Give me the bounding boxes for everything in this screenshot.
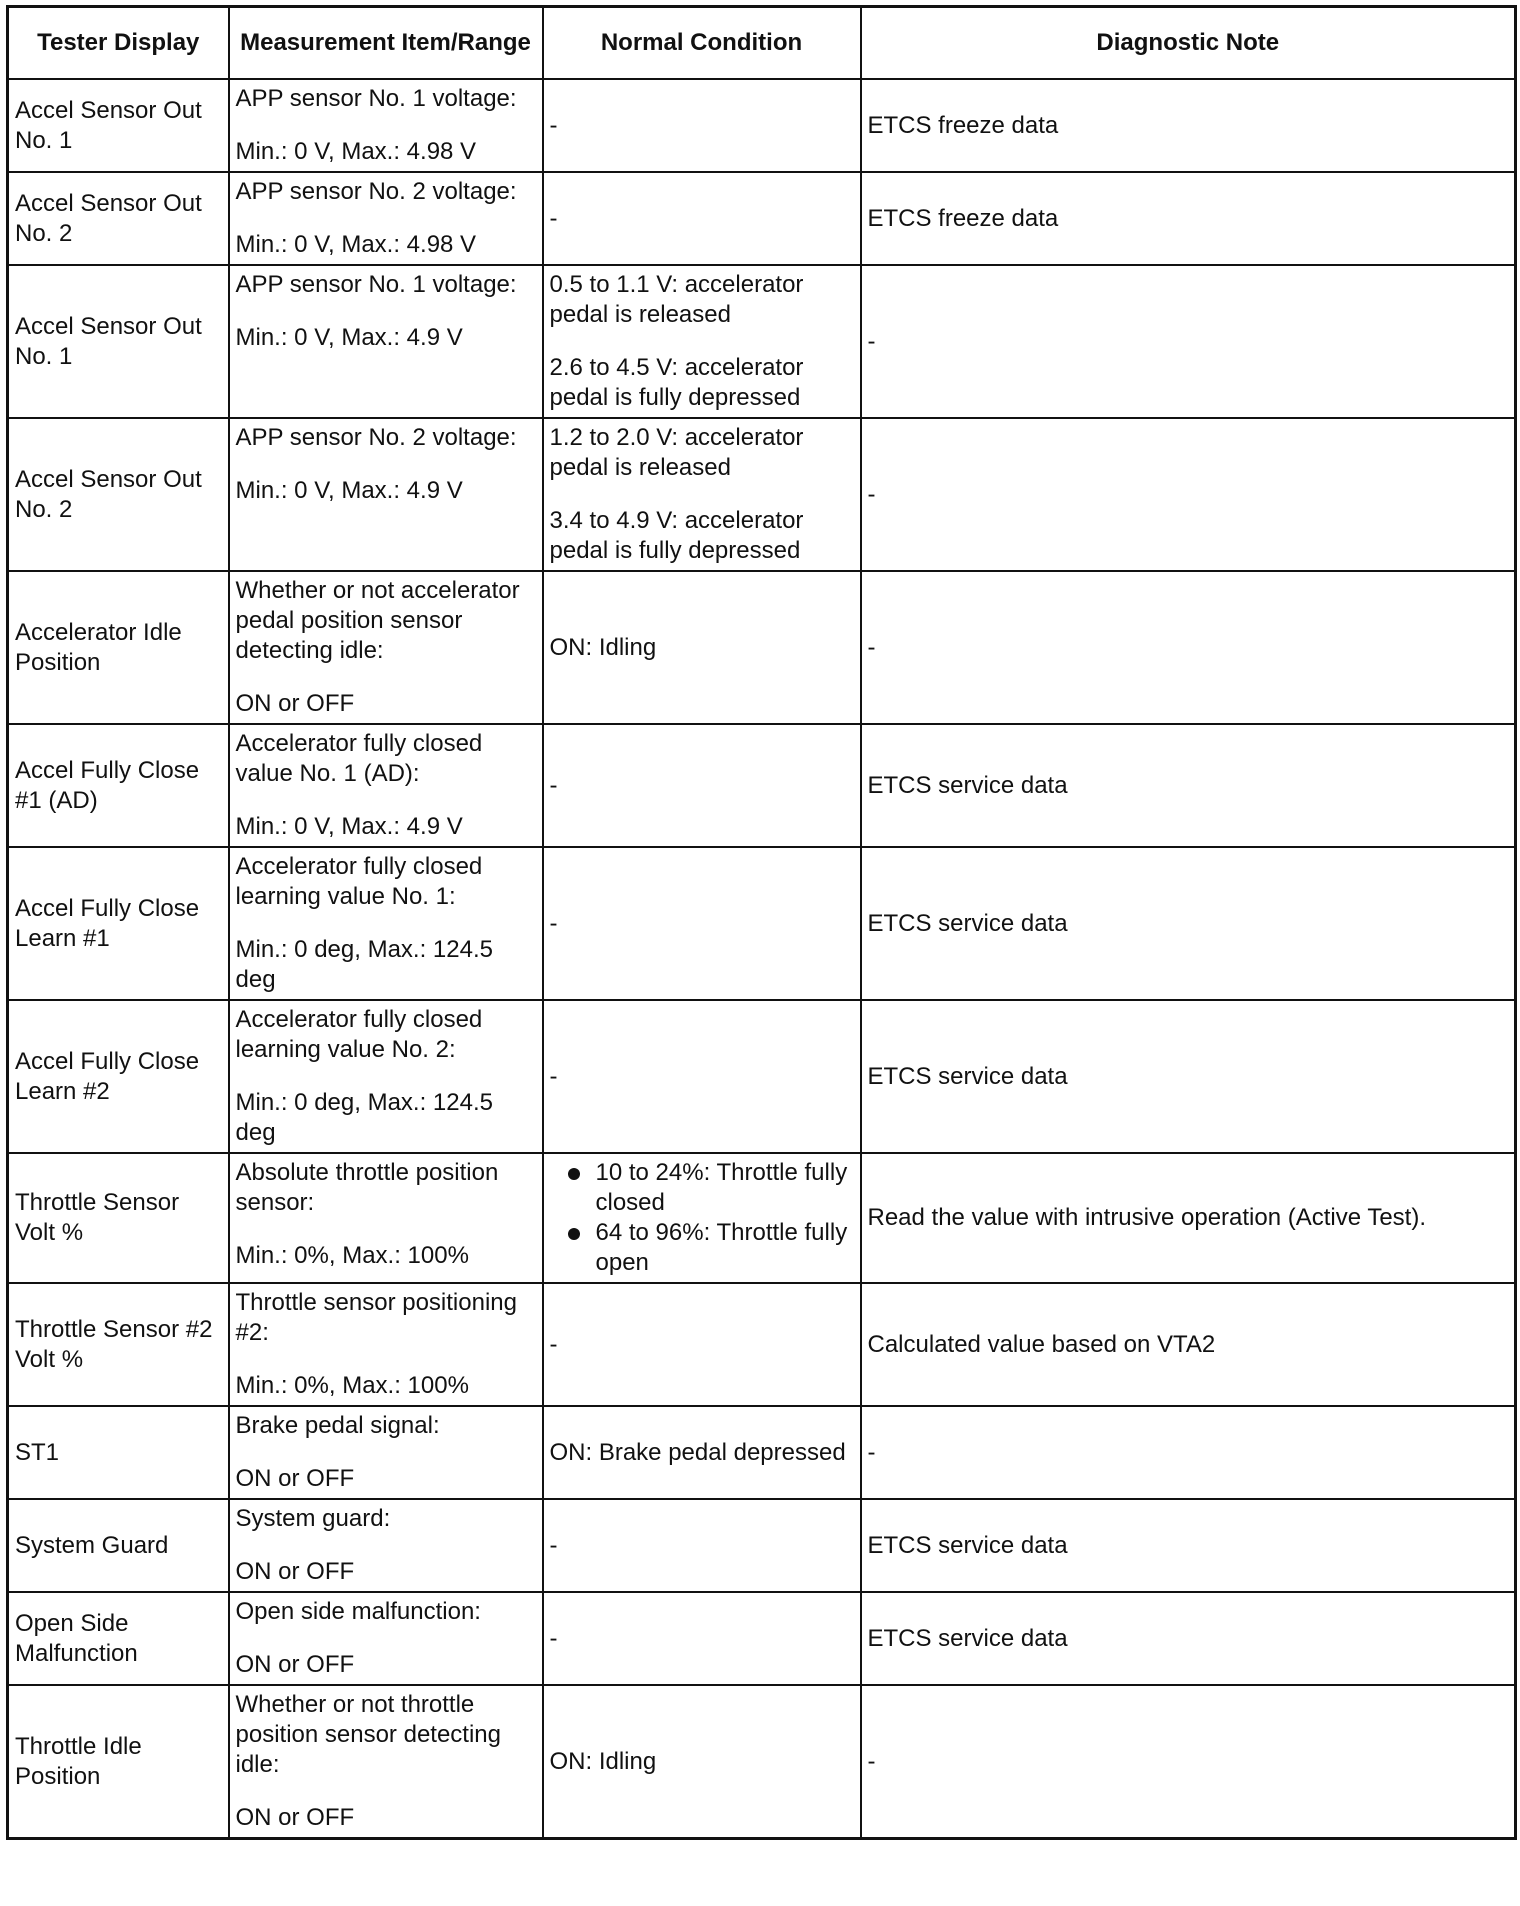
normal-condition-line: 2.6 to 4.5 V: accelerator pedal is fully depressed: [549, 354, 804, 411]
cell-diagnostic-note: Calculated value based on VTA2: [861, 1283, 1516, 1406]
normal-condition-line: ON: Brake pedal depressed: [549, 1438, 846, 1466]
measurement-line: APP sensor No. 1 voltage:: [235, 85, 517, 112]
cell-diagnostic-note: -: [861, 265, 1516, 418]
cell-normal-condition: [543, 847, 861, 1000]
cell-diagnostic-note: ETCS service data: [861, 1499, 1516, 1592]
cell-diagnostic-note: -: [861, 1406, 1516, 1499]
header-diagnostic-note: Diagnostic Note: [861, 7, 1516, 80]
cell-measurement: [229, 79, 543, 172]
cell-tester-display: Accel Fully Close #1 (AD): [8, 724, 229, 847]
bullet-text: 10 to 24%: Throttle fully closed: [595, 1159, 848, 1216]
list-item: [550, 1158, 854, 1218]
cell-diagnostic-note: -: [861, 1685, 1516, 1839]
table-row: [8, 265, 1516, 418]
normal-condition-line: -: [549, 204, 558, 232]
cell-normal-condition: [543, 418, 861, 571]
cell-tester-display: Accel Sensor Out No. 1: [8, 265, 229, 418]
measurement-line: Min.: 0 V, Max.: 4.98 V: [235, 138, 477, 165]
measurement-line: Accelerator fully closed value No. 1 (AD):: [235, 730, 483, 787]
cell-normal-condition: [543, 79, 861, 172]
cell-normal-condition: [543, 265, 861, 418]
normal-condition-list: [550, 1158, 854, 1278]
normal-condition-line: -: [549, 771, 558, 799]
cell-normal-condition: [543, 724, 861, 847]
cell-tester-display: System Guard: [8, 1499, 229, 1592]
cell-measurement: [229, 265, 543, 418]
cell-diagnostic-note: ETCS service data: [861, 847, 1516, 1000]
measurement-line: Min.: 0%, Max.: 100%: [235, 1372, 469, 1399]
measurement-line: Throttle sensor positioning #2:: [235, 1289, 517, 1346]
table-row: [8, 1000, 1516, 1153]
measurement-line: Absolute throttle position sensor:: [235, 1159, 499, 1216]
table-row: [8, 724, 1516, 847]
measurement-line: APP sensor No. 1 voltage:: [235, 271, 517, 298]
list-item: [550, 1218, 854, 1278]
bullet-dot-icon: [568, 1228, 580, 1240]
measurement-line: Min.: 0 V, Max.: 4.98 V: [235, 231, 477, 258]
table-row: [8, 1499, 1516, 1592]
measurement-line: Accelerator fully closed learning value No. 2:: [235, 1006, 483, 1063]
normal-condition-line: 0.5 to 1.1 V: accelerator pedal is released: [549, 271, 804, 328]
cell-diagnostic-note: ETCS freeze data: [861, 172, 1516, 265]
table-row: [8, 172, 1516, 265]
table-body: [8, 79, 1516, 1839]
cell-measurement: [229, 1000, 543, 1153]
table-row: [8, 1406, 1516, 1499]
normal-condition-line: -: [549, 111, 558, 139]
measurement-line: Min.: 0 V, Max.: 4.9 V: [235, 324, 463, 351]
cell-normal-condition: [543, 1685, 861, 1839]
cell-measurement: [229, 1406, 543, 1499]
cell-normal-condition: [543, 1406, 861, 1499]
normal-condition-line: -: [549, 1062, 558, 1090]
measurement-line: Min.: 0 deg, Max.: 124.5 deg: [235, 936, 493, 993]
measurement-line: Accelerator fully closed learning value No. 1:: [235, 853, 483, 910]
cell-tester-display: Accel Sensor Out No. 2: [8, 172, 229, 265]
header-normal-condition: Normal Condition: [543, 7, 861, 80]
cell-tester-display: Accel Sensor Out No. 2: [8, 418, 229, 571]
cell-measurement: [229, 1283, 543, 1406]
normal-condition-line: ON: Idling: [549, 1747, 657, 1775]
measurement-line: Brake pedal signal:: [235, 1412, 440, 1439]
cell-normal-condition: [543, 571, 861, 724]
measurement-line: Min.: 0 V, Max.: 4.9 V: [235, 477, 463, 504]
cell-diagnostic-note: ETCS service data: [861, 1000, 1516, 1153]
measurement-line: ON or OFF: [235, 1804, 355, 1831]
measurement-line: Whether or not accelerator pedal position sensor detecting idle:: [235, 577, 520, 664]
bullet-dot-icon: [568, 1168, 580, 1180]
measurement-line: Min.: 0 V, Max.: 4.9 V: [235, 813, 463, 840]
table-row: [8, 1283, 1516, 1406]
measurement-line: ON or OFF: [235, 690, 355, 717]
cell-measurement: [229, 1499, 543, 1592]
measurement-line: APP sensor No. 2 voltage:: [235, 178, 517, 205]
cell-tester-display: Accel Fully Close Learn #2: [8, 1000, 229, 1153]
cell-diagnostic-note: ETCS service data: [861, 724, 1516, 847]
cell-normal-condition: [543, 172, 861, 265]
measurement-line: Whether or not throttle position sensor detecting idle:: [235, 1691, 501, 1778]
normal-condition-line: 1.2 to 2.0 V: accelerator pedal is released: [549, 424, 804, 481]
cell-diagnostic-note: -: [861, 571, 1516, 724]
table-row: [8, 847, 1516, 1000]
table-row: [8, 571, 1516, 724]
table-row: [8, 1592, 1516, 1685]
cell-measurement: [229, 172, 543, 265]
cell-measurement: [229, 1153, 543, 1283]
table-row: [8, 79, 1516, 172]
cell-measurement: [229, 1592, 543, 1685]
normal-condition-line: -: [549, 1531, 558, 1559]
cell-tester-display: ST1: [8, 1406, 229, 1499]
table-row: [8, 1685, 1516, 1839]
cell-measurement: [229, 571, 543, 724]
cell-tester-display: Accel Sensor Out No. 1: [8, 79, 229, 172]
normal-condition-line: 3.4 to 4.9 V: accelerator pedal is fully depressed: [549, 507, 804, 564]
cell-normal-condition: [543, 1000, 861, 1153]
cell-diagnostic-note: ETCS freeze data: [861, 79, 1516, 172]
cell-normal-condition: [543, 1153, 861, 1283]
header-tester-display: Tester Display: [8, 7, 229, 80]
cell-normal-condition: [543, 1499, 861, 1592]
normal-condition-line: -: [549, 909, 558, 937]
table-header-row: [8, 7, 1516, 80]
normal-condition-line: ON: Idling: [549, 633, 657, 661]
normal-condition-line: -: [549, 1624, 558, 1652]
cell-tester-display: Throttle Idle Position: [8, 1685, 229, 1839]
cell-tester-display: Throttle Sensor #2 Volt %: [8, 1283, 229, 1406]
cell-diagnostic-note: -: [861, 418, 1516, 571]
cell-measurement: [229, 847, 543, 1000]
measurement-line: ON or OFF: [235, 1558, 355, 1585]
cell-normal-condition: [543, 1283, 861, 1406]
cell-tester-display: Accelerator Idle Position: [8, 571, 229, 724]
cell-diagnostic-note: Read the value with intrusive operation (Active Test).: [861, 1153, 1516, 1283]
cell-diagnostic-note: ETCS service data: [861, 1592, 1516, 1685]
normal-condition-line: -: [549, 1330, 558, 1358]
measurement-line: ON or OFF: [235, 1651, 355, 1678]
cell-normal-condition: [543, 1592, 861, 1685]
measurement-line: ON or OFF: [235, 1465, 355, 1492]
measurement-line: Open side malfunction:: [235, 1598, 481, 1625]
measurement-line: System guard:: [235, 1505, 391, 1532]
measurement-line: APP sensor No. 2 voltage:: [235, 424, 517, 451]
cell-measurement: [229, 418, 543, 571]
header-measurement: Measurement Item/Range: [229, 7, 543, 80]
cell-measurement: [229, 1685, 543, 1839]
table-row: [8, 418, 1516, 571]
bullet-text: 64 to 96%: Throttle fully open: [595, 1219, 848, 1276]
cell-tester-display: Open Side Malfunction: [8, 1592, 229, 1685]
cell-measurement: [229, 724, 543, 847]
cell-tester-display: Throttle Sensor Volt %: [8, 1153, 229, 1283]
data-list-table: [6, 5, 1517, 1840]
cell-tester-display: Accel Fully Close Learn #1: [8, 847, 229, 1000]
measurement-line: Min.: 0 deg, Max.: 124.5 deg: [235, 1089, 493, 1146]
measurement-line: Min.: 0%, Max.: 100%: [235, 1242, 469, 1269]
table-row: [8, 1153, 1516, 1283]
